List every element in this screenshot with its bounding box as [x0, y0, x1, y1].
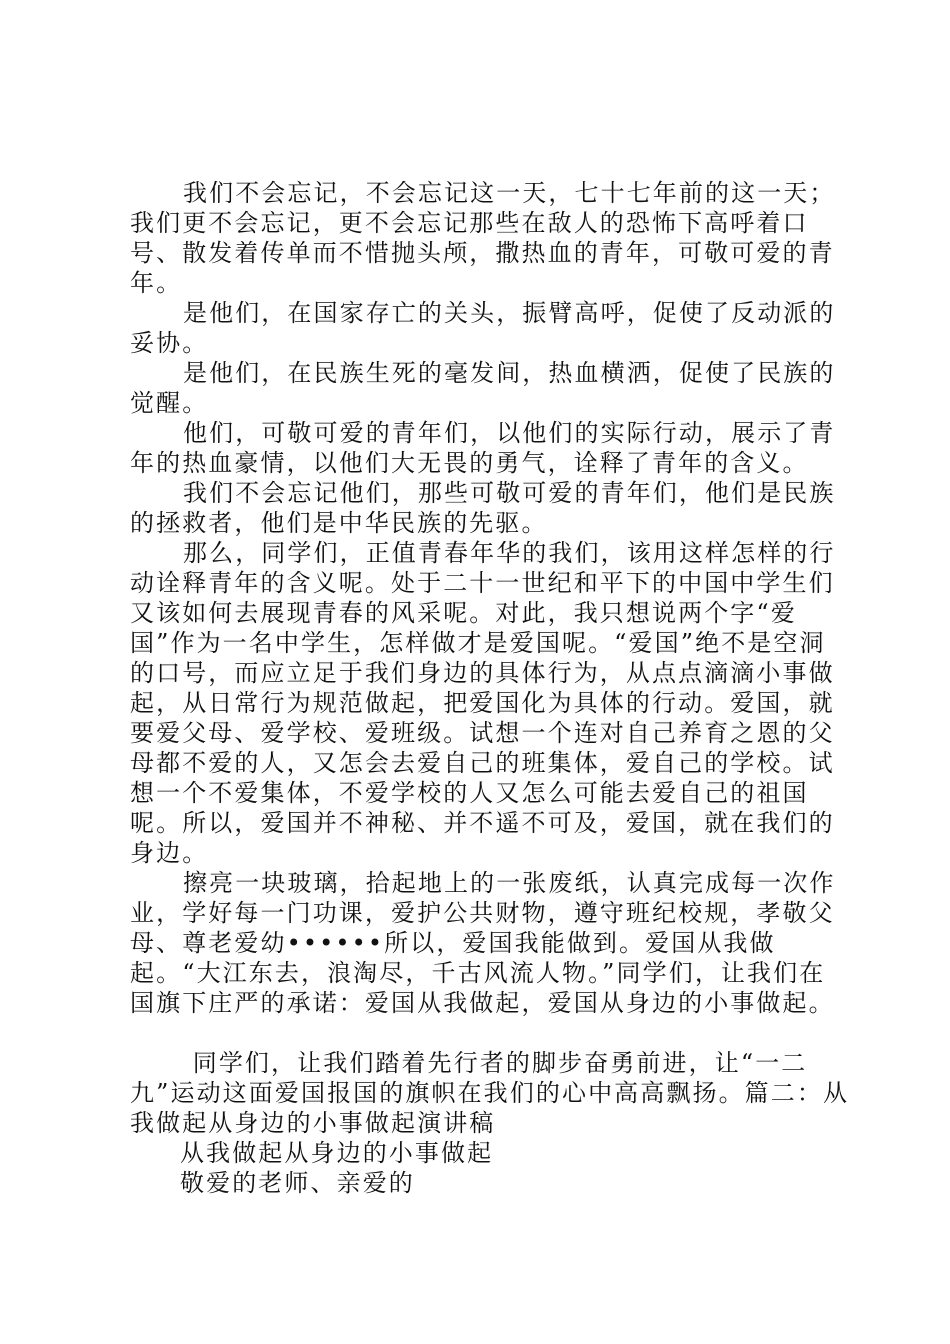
paragraph-7: 擦亮一块玻璃，拾起地上的一张废纸，认真完成每一次作业，学好每一门功课，爱护公共财物，遵守班纪校规，孝敬父母、尊老爱幼••••••所以，爱国我能做到。爱国从我做起。“大江东去，浪淘尽，千古风流人物。”同学们，让我们在国旗下庄严的承诺：爱国从我做起，爱国从身边的小事做起。	[130, 869, 836, 1017]
paragraph-5: 我们不会忘记他们，那些可敬可爱的青年们，他们是民族的拯救者，他们是中华民族的先驱。	[130, 479, 836, 537]
paragraph-1: 我们不会忘记，不会忘记这一天，七十七年前的这一天；我们更不会忘记，更不会忘记那些在敌人的恐怖下高呼着口号、散发着传单而不惜抛头颅，撒热血的青年，可敬可爱的青年。	[130, 179, 836, 297]
paragraph-2: 是他们，在国家存亡的关头，振臂高呼，促使了反动派的妥协。	[130, 299, 836, 357]
paragraph-spacer	[130, 1018, 850, 1048]
salutation: 敬爱的老师、亲爱的	[180, 1169, 415, 1197]
paragraph-6: 那么，同学们，正值青春年华的我们，该用这样怎样的行动诠释青年的含义呢。处于二十一世纪和平下的中国中学生们又该如何去展现青春的风采呢。对此，我只想说两个字“爱国”作为一名中学生，怎样做才是爱国呢。“爱国”绝不是空洞的口号，而应立足于我们身边的具体行为，从点点滴滴小事做起，从日常行为规范做起，把爱国化为具体的行动。爱国，就要爱父母、爱学校、爱班级。试想一个连对自己养育之恩的父母都不爱的人，又怎会去爱自己的班集体，爱自己的学校。试想一个不爱集体，不爱学校的人又怎么可能去爱自己的祖国呢。所以，爱国并不神秘、并不遥不可及，爱国，就在我们的身边。	[130, 539, 836, 867]
closing-paragraph: 同学们，让我们踏着先行者的脚步奋勇前进，让“一二九”运动这面爱国报国的旗帜在我们的心中高高飘扬。篇二：从我做起从身边的小事做起演讲稿	[130, 1049, 850, 1137]
section-heading: 从我做起从身边的小事做起	[180, 1139, 494, 1167]
paragraph-4: 他们，可敬可爱的青年们，以他们的实际行动，展示了青年的热血豪情，以他们大无畏的勇气，诠释了青年的含义。	[130, 419, 836, 477]
document-body	[130, 178, 850, 1198]
paragraph-3: 是他们，在民族生死的毫发间，热血横洒，促使了民族的觉醒。	[130, 359, 836, 417]
